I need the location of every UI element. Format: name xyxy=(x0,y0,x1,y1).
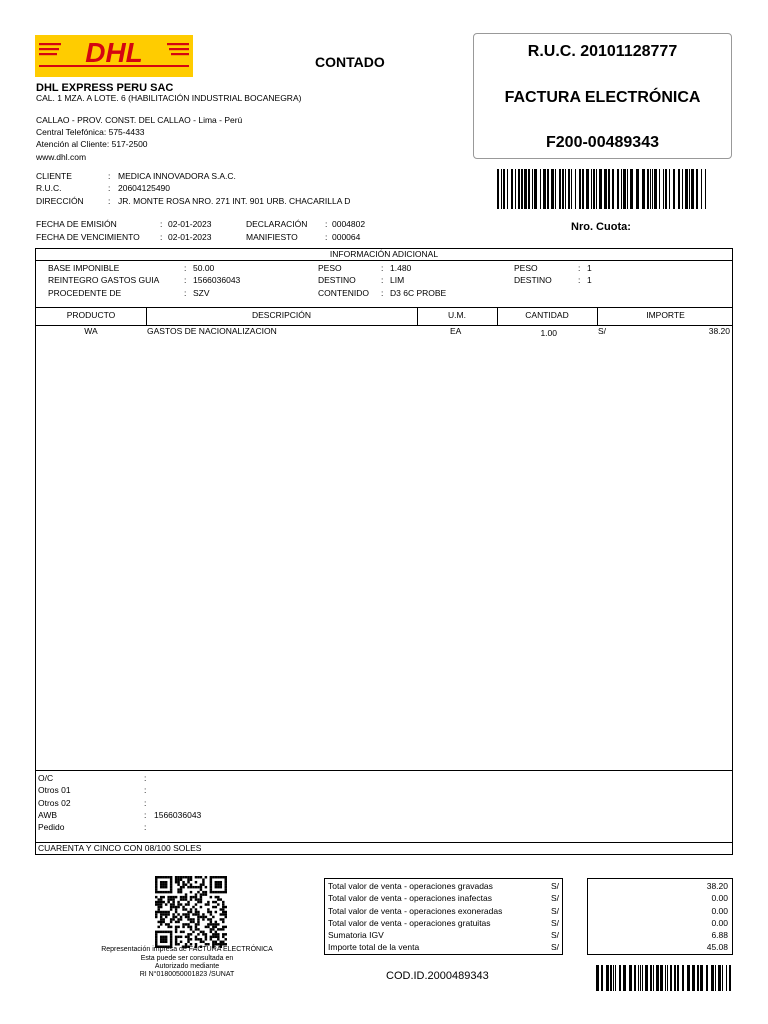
col-descripcion: DESCRIPCIÓN xyxy=(251,310,312,320)
col-importe: IMPORTE xyxy=(646,310,685,320)
payment-type: CONTADO xyxy=(315,54,385,70)
company-web: www.dhl.com xyxy=(36,152,87,162)
awb-label: AWB xyxy=(38,810,58,820)
company-name: DHL EXPRESS PERU SAC xyxy=(36,82,174,94)
emision-value: 02-01-2023 xyxy=(168,219,212,229)
total-value: 45.08 xyxy=(706,942,728,952)
colon: : xyxy=(144,822,147,832)
colon: : xyxy=(108,171,111,181)
dhl-logo-text: DHL xyxy=(85,37,143,68)
dhl-logo xyxy=(35,35,193,77)
colon: : xyxy=(108,183,111,193)
colon: : xyxy=(160,219,163,229)
colon: : xyxy=(144,810,147,820)
invoice-table xyxy=(35,248,733,855)
reintegro-value: 1566036043 xyxy=(193,275,241,285)
declaracion-value: 0004802 xyxy=(332,219,366,229)
otros02-label: Otros 02 xyxy=(38,798,71,808)
company-support: Atención al Cliente: 517-2500 xyxy=(36,139,148,149)
procedente-value: SZV xyxy=(193,288,210,298)
declaracion-label: DECLARACIÓN xyxy=(246,219,308,229)
contenido-value: D3 6C PROBE xyxy=(390,288,447,298)
total-currency: S/ xyxy=(551,893,560,903)
row-descripcion: GASTOS DE NACIONALIZACION xyxy=(147,326,277,336)
footnote-line1: Representación impresa de FACTURA ELECTRÓNICA xyxy=(101,946,273,953)
total-value: 0.00 xyxy=(711,893,728,903)
direccion-label: DIRECCIÓN xyxy=(36,196,84,206)
colon: : xyxy=(144,773,147,783)
colon: : xyxy=(325,219,328,229)
destino-label: DESTINO xyxy=(318,275,356,285)
destino2-value: 1 xyxy=(587,275,592,285)
cliente-label: CLIENTE xyxy=(36,171,72,181)
total-currency: S/ xyxy=(551,881,560,891)
colon: : xyxy=(578,263,581,273)
amount-in-words: CUARENTA Y CINCO CON 08/100 SOLES xyxy=(38,843,202,853)
oc-label: O/C xyxy=(38,773,54,783)
colon: : xyxy=(184,263,187,273)
vencimiento-value: 02-01-2023 xyxy=(168,232,212,242)
peso-value: 1.480 xyxy=(390,263,412,273)
contenido-label: CONTENIDO xyxy=(318,288,369,298)
row-currency: S/ xyxy=(598,326,607,336)
total-currency: S/ xyxy=(551,942,560,952)
document-number: F200-00489343 xyxy=(546,134,659,151)
reintegro-label: REINTEGRO GASTOS GUIA xyxy=(48,275,160,285)
total-value: 38.20 xyxy=(706,881,728,891)
footnote-line2: Esta puede ser consultada en xyxy=(140,955,234,962)
col-producto: PRODUCTO xyxy=(66,310,116,320)
document-type: FACTURA ELECTRÓNICA xyxy=(504,89,701,106)
colon: : xyxy=(578,275,581,285)
colon: : xyxy=(325,232,328,242)
barcode xyxy=(497,169,709,209)
info-title: INFORMACIÓN ADICIONAL xyxy=(329,249,439,259)
direccion-value: JR. MONTE ROSA NRO. 271 INT. 901 URB. CHACARILLA D xyxy=(118,196,351,206)
peso2-label: PESO xyxy=(514,263,538,273)
total-value: 0.00 xyxy=(711,906,728,916)
emision-label: FECHA DE EMISIÓN xyxy=(36,219,117,229)
cod-id: COD.ID.2000489343 xyxy=(386,970,489,982)
total-label: Total valor de venta - operaciones gratuitas xyxy=(328,918,491,928)
otros01-label: Otros 01 xyxy=(38,785,71,795)
ruc-value: 20604125490 xyxy=(118,183,171,193)
total-value: 6.88 xyxy=(711,930,728,940)
issuer-ruc: R.U.C. 20101128777 xyxy=(527,43,678,60)
cliente-value: MEDICA INNOVADORA S.A.C. xyxy=(118,171,236,181)
company-city: CALLAO - PROV. CONST. DEL CALLAO - Lima - Perú xyxy=(36,115,243,125)
total-label: Sumatoria IGV xyxy=(328,930,384,940)
manifiesto-label: MANIFIESTO xyxy=(246,232,298,242)
footnote-line4: RI N°0180050001823 /SUNAT xyxy=(139,971,235,978)
col-cantidad: CANTIDAD xyxy=(525,310,569,320)
awb-value: 1566036043 xyxy=(154,810,202,820)
company-address: CAL. 1 MZA. A LOTE. 6 (HABILITACIÓN INDUSTRIAL BOCANEGRA) xyxy=(36,93,302,103)
row-producto: WA xyxy=(84,326,98,336)
row-um: EA xyxy=(450,326,462,336)
total-value: 0.00 xyxy=(711,918,728,928)
base-value: 50.00 xyxy=(193,263,215,273)
colon: : xyxy=(184,288,187,298)
total-currency: S/ xyxy=(551,918,560,928)
total-currency: S/ xyxy=(551,906,560,916)
total-label: Total valor de venta - operaciones gravadas xyxy=(328,881,493,891)
colon: : xyxy=(144,798,147,808)
total-label: Importe total de la venta xyxy=(328,942,420,952)
pedido-label: Pedido xyxy=(38,822,65,832)
colon: : xyxy=(184,275,187,285)
base-label: BASE IMPONIBLE xyxy=(48,263,120,273)
col-um: U.M. xyxy=(448,310,466,320)
footnote-line3: Autorizado mediante xyxy=(154,963,220,970)
colon: : xyxy=(381,263,384,273)
total-label: Total valor de venta - operaciones inafectas xyxy=(328,893,492,903)
colon: : xyxy=(160,232,163,242)
manifiesto-value: 000064 xyxy=(332,232,361,242)
nro-cuota: Nro. Cuota: xyxy=(571,221,631,233)
colon: : xyxy=(108,196,111,206)
destino2-label: DESTINO xyxy=(514,275,552,285)
total-label: Total valor de venta - operaciones exoneradas xyxy=(328,906,503,916)
totals-values xyxy=(587,878,733,955)
vencimiento-label: FECHA DE VENCIMIENTO xyxy=(36,232,140,242)
colon: : xyxy=(381,288,384,298)
procedente-label: PROCEDENTE DE xyxy=(48,288,122,298)
colon: : xyxy=(381,275,384,285)
company-phone: Central Telefónica: 575-4433 xyxy=(36,127,145,137)
row-importe: 38.20 xyxy=(708,326,730,336)
ruc-label: R.U.C. xyxy=(36,183,62,193)
peso-label: PESO xyxy=(318,263,342,273)
totals-labels xyxy=(324,878,563,955)
colon: : xyxy=(144,785,147,795)
barcode-footer xyxy=(596,965,733,991)
total-currency: S/ xyxy=(551,930,560,940)
row-cantidad: 1.00 xyxy=(540,328,557,338)
peso2-value: 1 xyxy=(587,263,592,273)
ruc-box xyxy=(473,33,732,159)
qr-code xyxy=(154,876,228,948)
destino-value: LIM xyxy=(390,275,405,285)
